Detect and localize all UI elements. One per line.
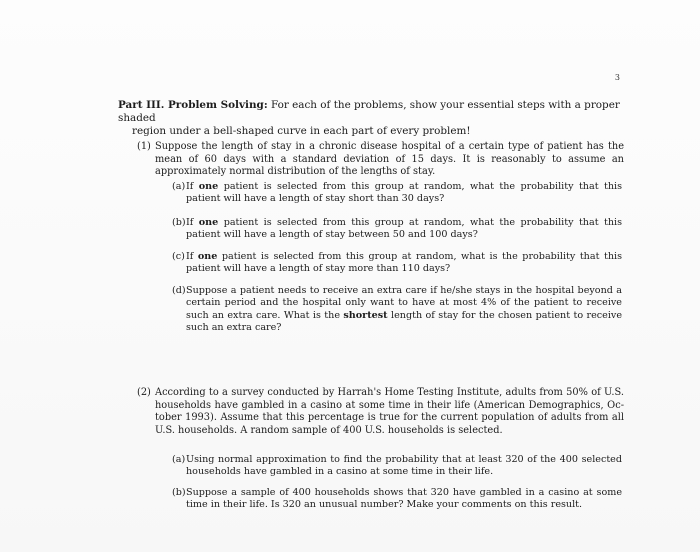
problem-2-number: (2) — [137, 387, 151, 398]
problem-1-text: Suppose the length of stay in a chronic disease hospital of a certain type of patient has the mean of 60 days with a standard deviation of 15 days. It is reasonably to assume an approximately normal distribution of the lengths of stay. — [155, 141, 624, 177]
part-text-post: patient is selected from this group at random, what is the probability that this patient will have a length of stay more than 110 days? — [186, 251, 622, 275]
part-label: (a) — [172, 181, 186, 192]
problem-1-part-c — [172, 251, 622, 276]
part-text — [172, 251, 622, 276]
part-text-pre: If — [186, 181, 199, 192]
part-text — [172, 217, 622, 242]
part-label: (a) — [172, 454, 186, 465]
part-text-pre: Suppose a patient needs to receive an extra care if he/she stays in the hospital beyond a certain period and the hospital only want to have at most 4% of the patient to receive such an extra care. What is the — [186, 285, 622, 321]
part-label: (c) — [172, 251, 185, 262]
part-text: Using normal approximation to find the probability that at least 320 of the 400 selected households have gambled in a casino at some time in their life. — [186, 454, 622, 478]
part-label: (b) — [172, 487, 186, 498]
part-title: Part III. Problem Solving: — [118, 99, 268, 111]
problem-1-part-d — [172, 285, 622, 334]
part-text: Suppose a sample of 400 households shows that 320 have gambled in a casino at some time in their life. Is 320 an unusual number? Make your comments on this result. — [186, 487, 622, 511]
part-text-bold: one — [198, 217, 219, 228]
part-label: (b) — [172, 217, 186, 228]
part-text — [172, 285, 622, 334]
part-text-pre: If — [186, 217, 199, 228]
page-number: 3 — [614, 73, 620, 82]
part-text-bold: one — [198, 181, 219, 192]
problem-2-part-b — [172, 487, 622, 512]
part-label: (d) — [172, 285, 186, 296]
instruction-line-1: For each of the problems, show your essential steps with a proper shaded — [118, 99, 620, 124]
problem-2-part-a — [172, 454, 622, 479]
part-text-post: patient is selected from this group at random, what the probability that this patient will have a length of stay short than 30 days? — [186, 181, 623, 205]
part-text-pre: If — [186, 251, 198, 262]
part-text — [172, 181, 622, 206]
part-header — [118, 99, 623, 138]
problem-1-number: (1) — [137, 141, 151, 152]
instruction-line-2: region under a bell-shaped curve in each part of every problem! — [132, 125, 471, 137]
problem-1-part-a — [172, 181, 622, 206]
part-text-bold: one — [197, 251, 218, 262]
problem-2 — [137, 387, 624, 437]
part-text-post: length of stay for the chosen patient to receive such an extra care? — [186, 309, 622, 333]
problem-1-part-b — [172, 217, 622, 242]
part-text-post: patient is selected from this group at random, what the probability that this patient will have a length of stay between 50 and 100 days? — [186, 217, 623, 241]
problem-2-text: According to a survey conducted by Harrah's Home Testing Institute, adults from 50% of U.S. households have gambled in a casino at some time in their life (American Demographics, Oc-tober 1993). Assume that this percentage is true for the current population of adults from all U.S. households. A random sample of 400 U.S. households is selected. — [155, 387, 624, 436]
problem-1 — [137, 141, 624, 179]
part-text-bold: shortest — [343, 309, 388, 321]
